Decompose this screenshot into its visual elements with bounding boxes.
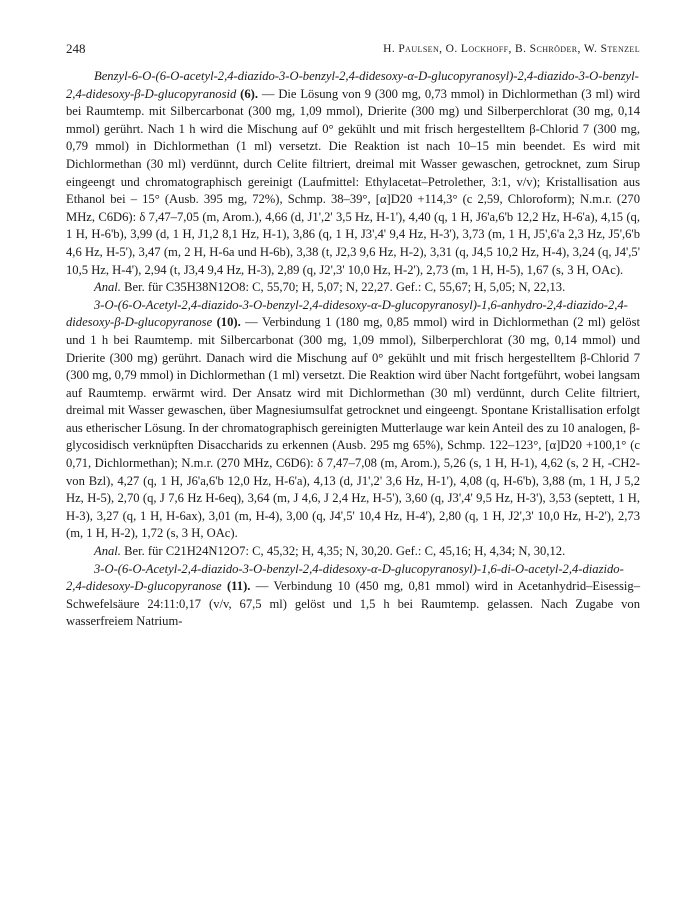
compound-number: (6). <box>240 86 259 101</box>
analysis-label: Anal. <box>94 280 121 295</box>
paragraph-compound-10 <box>66 297 640 543</box>
paragraph-analysis-6 <box>66 279 640 297</box>
paragraph-compound-11 <box>66 561 640 631</box>
compound-number: (10). <box>216 315 241 330</box>
compound-title: Benzyl-6-O-(6-O-acetyl-2,4-diazido-3-O-benzyl-2,4-didesoxy-α-D-glucopyranosyl)-2,4-diazido-3-O-benzyl-2,4-didesoxy-β-D-glucopyranosid <box>66 69 639 101</box>
author-line: H. Paulsen, O. Lockhoff, B. Schröder, W. Stenzel <box>383 43 640 55</box>
article-body <box>66 68 640 631</box>
compound-number: (11). <box>226 579 251 594</box>
paragraph-text: — Verbindung 10 (450 mg, 0,81 mmol) wird in Acetanhydrid–Eisessig–Schwefelsäure 24:11:0,17 (v/v, 67,5 ml) gelöst und 1,5 h bei Raumtemp. gelassen. Nach Zugabe von wasserfreiem Natrium- <box>66 579 641 629</box>
analysis-label: Anal. <box>94 544 121 559</box>
compound-title: 3-O-(6-O-Acetyl-2,4-diazido-3-O-benzyl-2,4-didesoxy-α-D-glucopyranosyl)-1,6-anhydro-2,4-diazido-2,4-didesoxy-β-D-glucopyranose <box>66 297 628 330</box>
paragraph-text: Ber. für C35H38N12O8: C, 55,70; H, 5,07; N, 22,27. Gef.: C, 55,67; H, 5,05; N, 22,13. <box>124 280 566 295</box>
paragraph-text: — Verbindung 1 (180 mg, 0,85 mmol) wird in Dichlormethan (2 ml) gelöst und 1 h bei Raumtemp. mit Silbercarbonat (300 mg, 1,09 mmol), Silberperchlorat (30 mg, 0,14 mmol) und Drierite (300 mg) gerührt. Danach wird die Mischung auf 0° gekühlt und mit frisch hergestelltem β-Chlorid 7 (300 mg, 0,79 mmol) in Dichlormethan (1 ml) versetzt. Die Reaktion wird über Nacht fortgeführt, wobei langsam auf Raumtemp. erwärmt wird. Der Ansatz wird mit Dichlormethan (30 ml) verdünnt, durch Celite filtriert, dreimal mit Wasser gewaschen, über Magnesiumsulfat getrocknet und eingeengt. Spontane Kristallisation erfolgt aus etherischer Lösung. In der chromatographisch gereinigten Mutterlauge war kein Anteil des zu 10 analogen, β-glycosidisch verknüpften Disaccharids zu erkennen (Ausb. 295 mg 65%), Schmp. 122–123°, [α]D20 +100,1° (c 0,71, Dichlormethan); N.m.r. (270 MHz, C6D6): δ 7,47–7,08 (m, Arom.), 5,26 (s, 1 H, H-1), 4,62 (s, 2 H, -CH2- von Bzl), 4,27 (q, 1 H, J6'a,6'b 12,0 Hz, H-6'a), 4,13 (d, J1',2' 3,6 Hz, H-1'), 4,08 (q, H-6'b), 3,88 (m, 1 H, J 5,2 Hz, H-5), 2,70 (q, J 7,6 Hz H-6eq), 3,64 (m, J 4,6, J 2,4 Hz, H-5'), 3,60 (q, J3',4' 9,5 Hz, H-3'), 3,53 (septett, 1 H, H-3), 3,27 (q, 1 H, H-6ax), 3,01 (m, H-4), 3,00 (q, J4',5' 10,4 Hz, H-4'), 2,80 (q, 1 H, J2',3' 10,0 Hz, H-2'), 2,73 (m, 1 H, H-2), 1,72 (s, 3 H, OAc). <box>66 315 640 541</box>
paragraph-compound-6 <box>66 68 640 279</box>
paragraph-analysis-10 <box>66 543 640 561</box>
running-header <box>66 38 640 60</box>
page-number: 248 <box>66 41 86 56</box>
paragraph-text: Ber. für C21H24N12O7: C, 45,32; H, 4,35; N, 30,20. Gef.: C, 45,16; H, 4,34; N, 30,12. <box>124 544 566 559</box>
paragraph-text: — Die Lösung von 9 (300 mg, 0,73 mmol) in Dichlormethan (3 ml) wird bei Raumtemp. mit Silbercarbonat (300 mg, 1,09 mmol), Drierite (300 mg) und Silberperchlorat (30 mg, 0,14 mmol) gerührt. Nach 1 h wird die Mischung auf 0° gekühlt und mit frisch hergestelltem β-Chlorid 7 (300 mg, 0,79 mmol) in Dichlormethan (1 ml) versetzt. Die Reaktion ist nach 10–15 min beendet. Es wird mit Dichlormethan (30 ml) verdünnt, durch Celite filtriert, dreimal mit Wasser gewaschen, getrocknet, zum Sirup eingeengt und chromatographisch gereinigt (Laufmittel: Ethylacetat–Petrolether, 3:1, v/v); Kristallisation aus Ethanol bei – 15° (Ausb. 395 mg, 72%), Schmp. 38–39°, [α]D20 +114,3° (c 2,59, Chloroform); N.m.r. (270 MHz, C6D6): δ 7,47–7,05 (m, Arom.), 4,66 (d, J1',2' 3,5 Hz, H-1'), 4,40 (q, 1 H, J6'a,6'b 12,2 Hz, H-6'a), 4,15 (q, 1 H, H-6'b), 3,99 (d, 1 H, J1,2 8,1 Hz, H-1), 3,86 (q, 1 H, J3',4' 9,4 Hz, H-3'), 3,73 (m, 1 H, J5',6'a 2,3 Hz, J5',6'b 4,6 Hz, H-5'), 3,47 (m, 2 H, H-6a und H-6b), 3,38 (t, J2,3 9,6 Hz, H-2), 3,31 (q, J4,5 10,2 Hz, H-4), 3,24 (q, J4',5' 10,5 Hz, H-4'), 2,94 (t, J3,4 9,4 Hz, H-3), 2,89 (q, J2',3' 10,0 Hz, H-2'), 2,73 (m, 1 H, H-5), 1,67 (s, 3 H, OAc). <box>66 86 640 277</box>
compound-title: 3-O-(6-O-Acetyl-2,4-diazido-3-O-benzyl-2,4-didesoxy-α-D-glucopyranosyl)-1,6-di-O-acetyl-2,4-diazido-2,4-didesoxy-D-glucopyranose <box>66 561 624 594</box>
